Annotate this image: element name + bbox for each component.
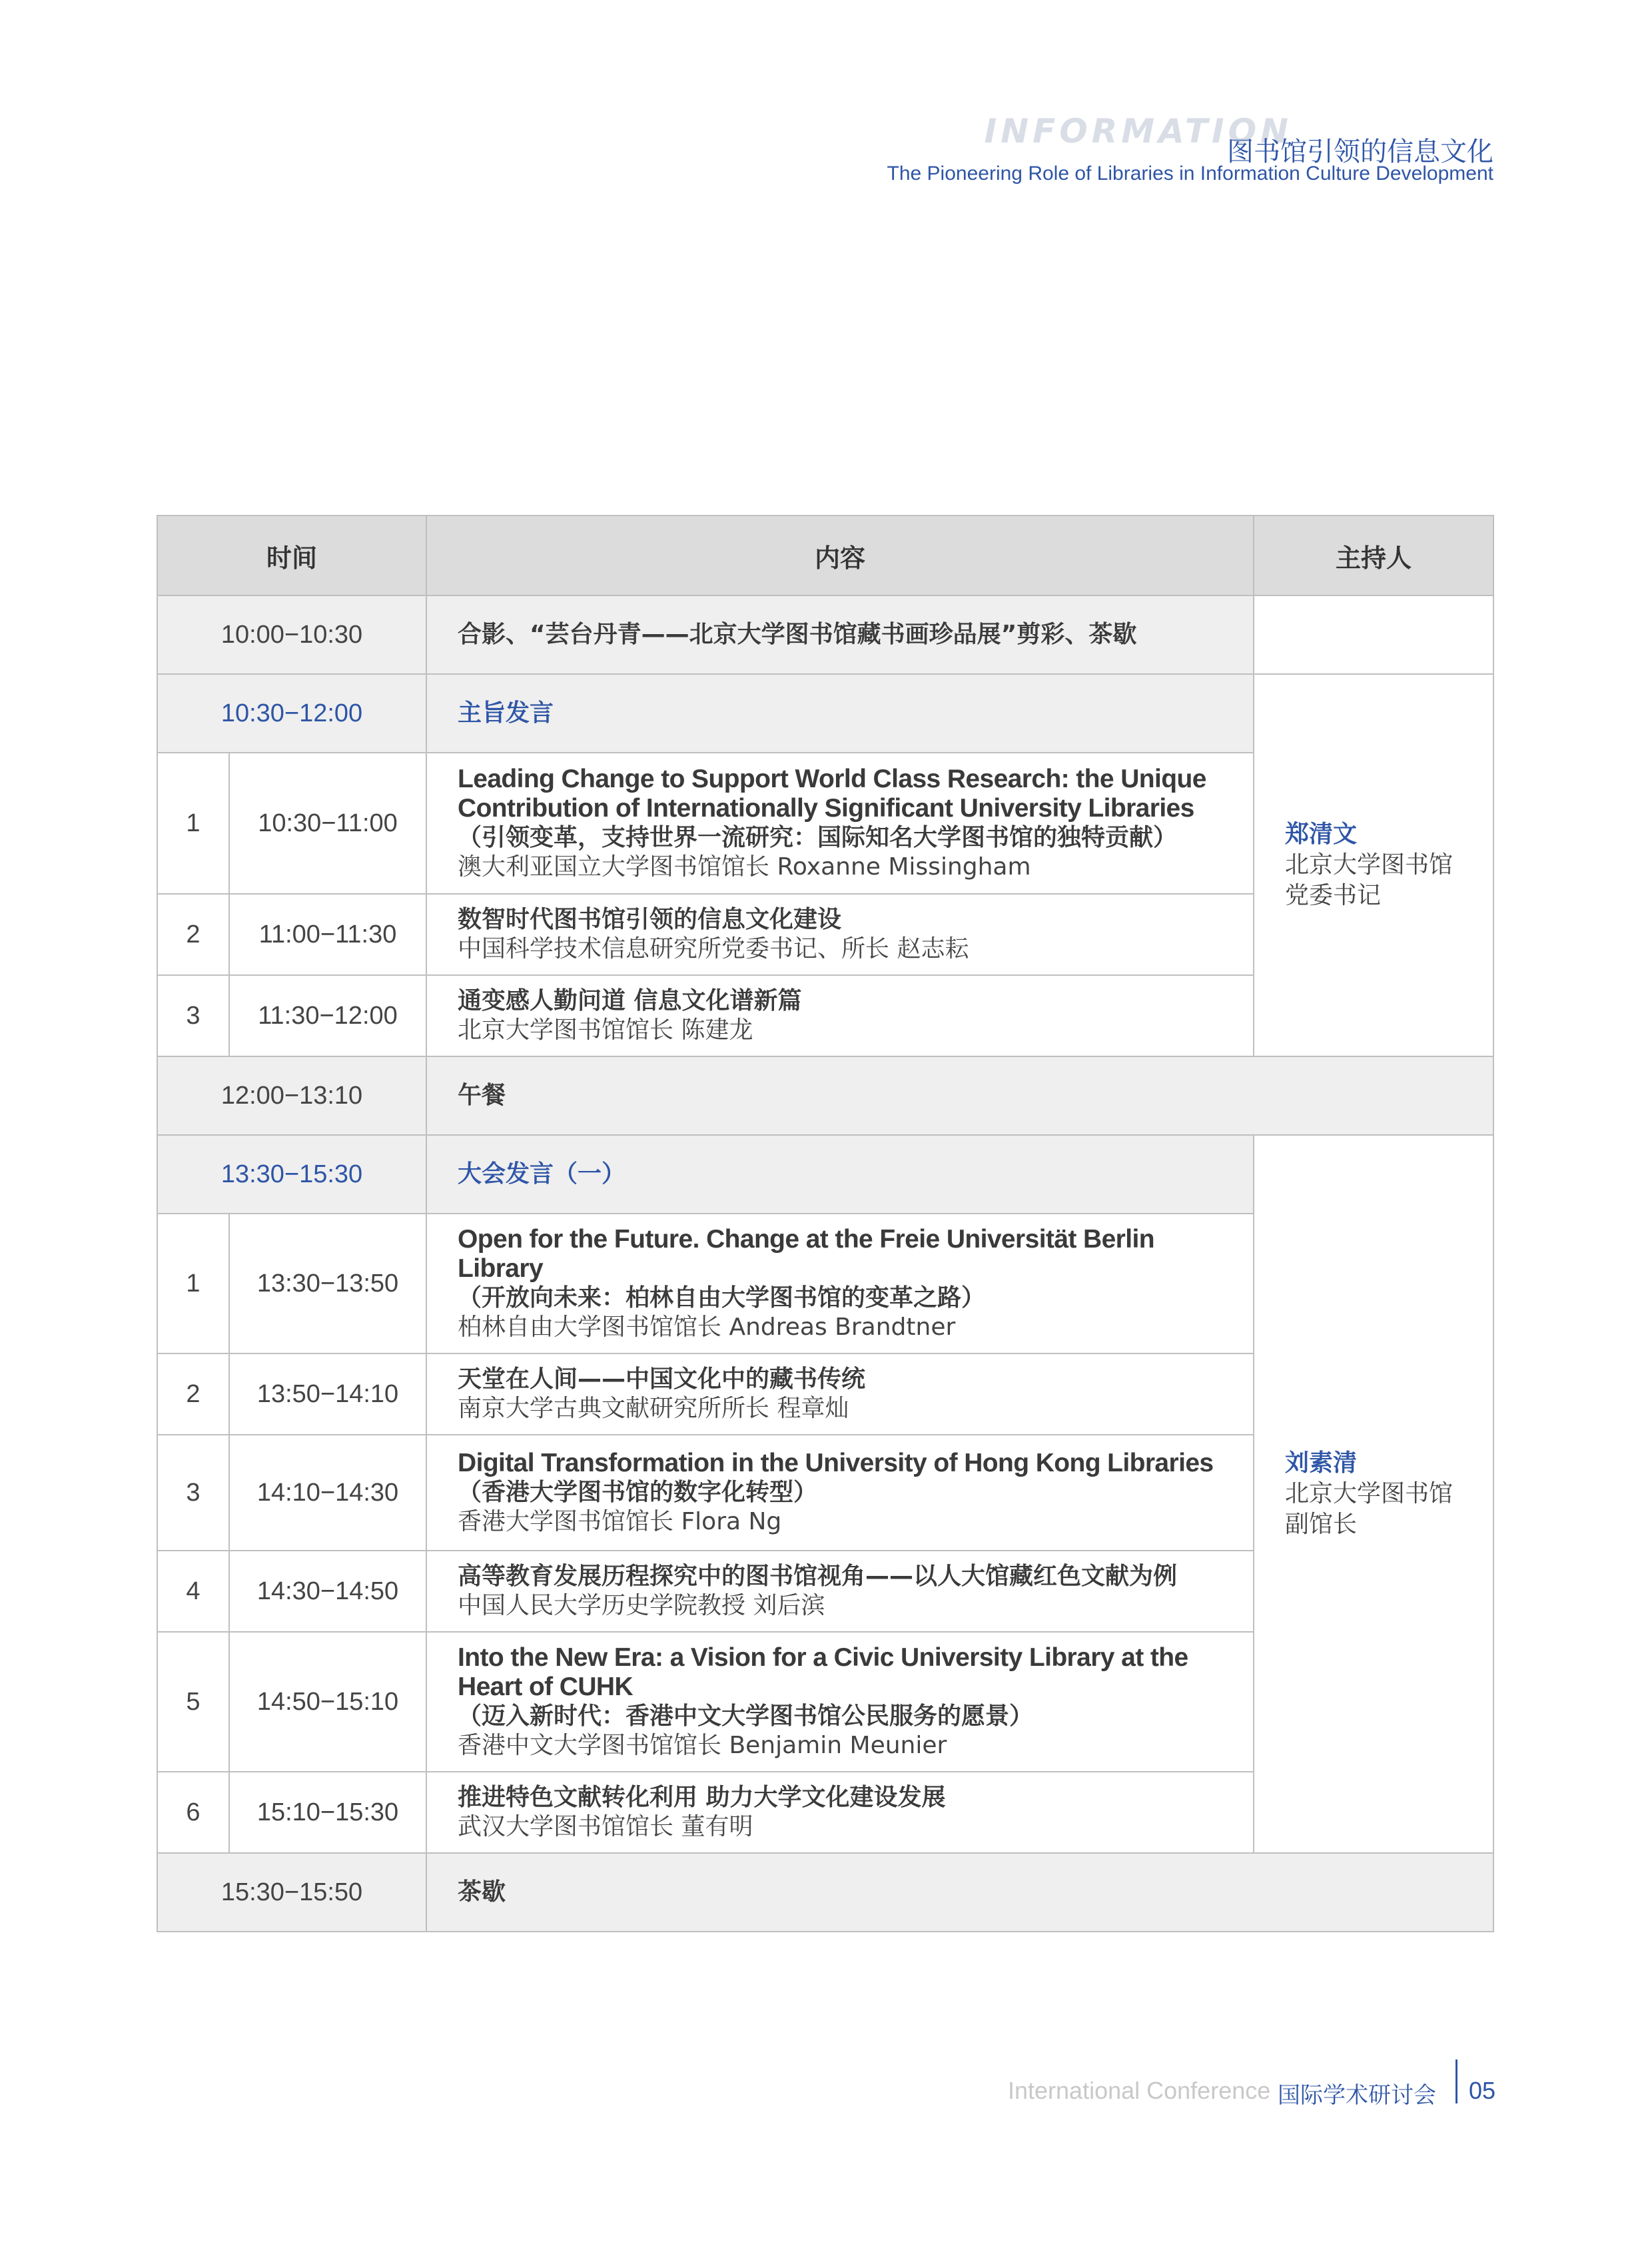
- item-number: 1: [157, 753, 229, 894]
- section-title: 大会发言（一）: [458, 1160, 626, 1188]
- table-row: [157, 1853, 1493, 1932]
- row-time: 10:00−10:30: [157, 595, 426, 674]
- item-speaker: 中国科学技术信息研究所党委书记、所长 赵志耘: [458, 935, 969, 962]
- item-number: 2: [157, 894, 229, 975]
- item-content: [426, 1435, 1254, 1551]
- header-host: 主持人: [1254, 516, 1493, 595]
- table-row: [157, 1056, 1493, 1135]
- item-title-cn: 推进特色文献转化利用 助力大学文化建设发展: [458, 1784, 946, 1811]
- section-content: [426, 1135, 1254, 1214]
- item-time: 14:50−15:10: [229, 1632, 426, 1772]
- item-number: 3: [157, 1435, 229, 1551]
- table-header-row: [157, 516, 1493, 595]
- item-time: 11:00−11:30: [229, 894, 426, 975]
- item-number: 2: [157, 1353, 229, 1435]
- row-time: 12:00−13:10: [157, 1056, 426, 1135]
- row-content: [426, 1056, 1493, 1135]
- host-org: 北京大学图书馆: [1285, 1480, 1453, 1507]
- item-speaker: 香港中文大学图书馆馆长 Benjamin Meunier: [458, 1732, 947, 1759]
- item-time: 15:10−15:30: [229, 1772, 426, 1853]
- host-role: 副馆长: [1285, 1511, 1358, 1538]
- item-content: [426, 1214, 1254, 1353]
- item-content: [426, 1353, 1254, 1435]
- item-number: 6: [157, 1772, 229, 1853]
- item-content: [426, 894, 1254, 975]
- section-content: [426, 674, 1254, 753]
- item-number: 5: [157, 1632, 229, 1772]
- row-title: 茶歇: [458, 1878, 506, 1906]
- item-time: 14:30−14:50: [229, 1551, 426, 1632]
- section-time: 10:30−12:00: [157, 674, 426, 753]
- header-time: 时间: [157, 516, 426, 595]
- item-time: 13:30−13:50: [229, 1214, 426, 1353]
- row-content: [426, 1853, 1493, 1932]
- item-title-cn: 天堂在人间——中国文化中的藏书传统: [458, 1365, 866, 1393]
- host-cell: [1254, 1135, 1493, 1853]
- item-speaker: 南京大学古典文献研究所所长 程章灿: [458, 1395, 849, 1422]
- item-time: 13:50−14:10: [229, 1353, 426, 1435]
- item-time: 14:10−14:30: [229, 1435, 426, 1551]
- host-name: 刘素清: [1285, 1449, 1358, 1477]
- table-row: [157, 595, 1493, 674]
- section-title: 主旨发言: [458, 699, 554, 727]
- item-speaker: 武汉大学图书馆馆长 董有明: [458, 1813, 753, 1840]
- item-speaker: 中国人民大学历史学院教授 刘后滨: [458, 1592, 825, 1619]
- page-number: 05: [1469, 2077, 1496, 2104]
- item-content: [426, 1551, 1254, 1632]
- host-org: 北京大学图书馆: [1285, 851, 1453, 879]
- row-title: 合影、“芸台丹青——北京大学图书馆藏书画珍品展”剪彩、茶歇: [458, 621, 1137, 648]
- host-cell: [1254, 674, 1493, 1056]
- footer-divider: [1455, 2059, 1457, 2103]
- item-time: 11:30−12:00: [229, 975, 426, 1056]
- header-watermark: INFORMATION: [984, 112, 1292, 151]
- item-number: 4: [157, 1551, 229, 1632]
- host-cell-empty: [1254, 595, 1493, 674]
- section-time: 13:30−15:30: [157, 1135, 426, 1214]
- item-title-en: Digital Transformation in the University of Hong Kong Libraries: [458, 1449, 1214, 1477]
- item-number: 1: [157, 1214, 229, 1353]
- item-content: [426, 1632, 1254, 1772]
- header-title-en: The Pioneering Role of Libraries in Information Culture Development: [887, 163, 1493, 185]
- item-content: [426, 975, 1254, 1056]
- host-role: 党委书记: [1285, 882, 1382, 909]
- header-content: 内容: [426, 516, 1254, 595]
- item-title-en: Into the New Era: a Vision for a Civic University Library at the Heart of CUHK: [458, 1643, 1188, 1701]
- item-title-en: Leading Change to Support World Class Research: the Unique Contribution of Internationally Significant University Libraries: [458, 765, 1206, 823]
- row-content: [426, 595, 1254, 674]
- item-title-cn: （香港大学图书馆的数字化转型）: [458, 1479, 818, 1506]
- item-title-cn: （引领变革，支持世界一流研究：国际知名大学图书馆的独特贡献）: [458, 824, 1178, 851]
- item-content: [426, 1772, 1254, 1853]
- item-title-cn: （开放向未来：柏林自由大学图书馆的变革之路）: [458, 1284, 986, 1311]
- item-content: [426, 753, 1254, 894]
- item-title-en: Open for the Future. Change at the Freie Universität Berlin Library: [458, 1225, 1154, 1283]
- item-speaker: 澳大利亚国立大学图书馆馆长 Roxanne Missingham: [458, 853, 1031, 881]
- item-title-cn: 高等教育发展历程探究中的图书馆视角——以人大馆藏红色文献为例: [458, 1563, 1178, 1590]
- section-row: [157, 674, 1493, 753]
- item-speaker: 北京大学图书馆馆长 陈建龙: [458, 1016, 753, 1044]
- item-speaker: 香港大学图书馆馆长 Flora Ng: [458, 1508, 782, 1535]
- header-title-cn: 图书馆引领的信息文化: [1227, 137, 1493, 167]
- row-time: 15:30−15:50: [157, 1853, 426, 1932]
- host-name: 郑清文: [1285, 821, 1358, 848]
- item-title-cn: 数智时代图书馆引领的信息文化建设: [458, 906, 842, 933]
- item-number: 3: [157, 975, 229, 1056]
- agenda-table: [157, 515, 1494, 1932]
- footer-conference-cn: 国际学术研讨会: [1278, 2082, 1436, 2109]
- item-time: 10:30−11:00: [229, 753, 426, 894]
- item-title-cn: 通变感人勤问道 信息文化谱新篇: [458, 987, 802, 1014]
- section-row: [157, 1135, 1493, 1214]
- row-title: 午餐: [458, 1082, 506, 1109]
- item-title-cn: （迈入新时代：香港中文大学图书馆公民服务的愿景）: [458, 1702, 1034, 1730]
- footer-conference-en: International Conference: [1008, 2077, 1271, 2104]
- item-speaker: 柏林自由大学图书馆馆长 Andreas Brandtner: [458, 1313, 956, 1341]
